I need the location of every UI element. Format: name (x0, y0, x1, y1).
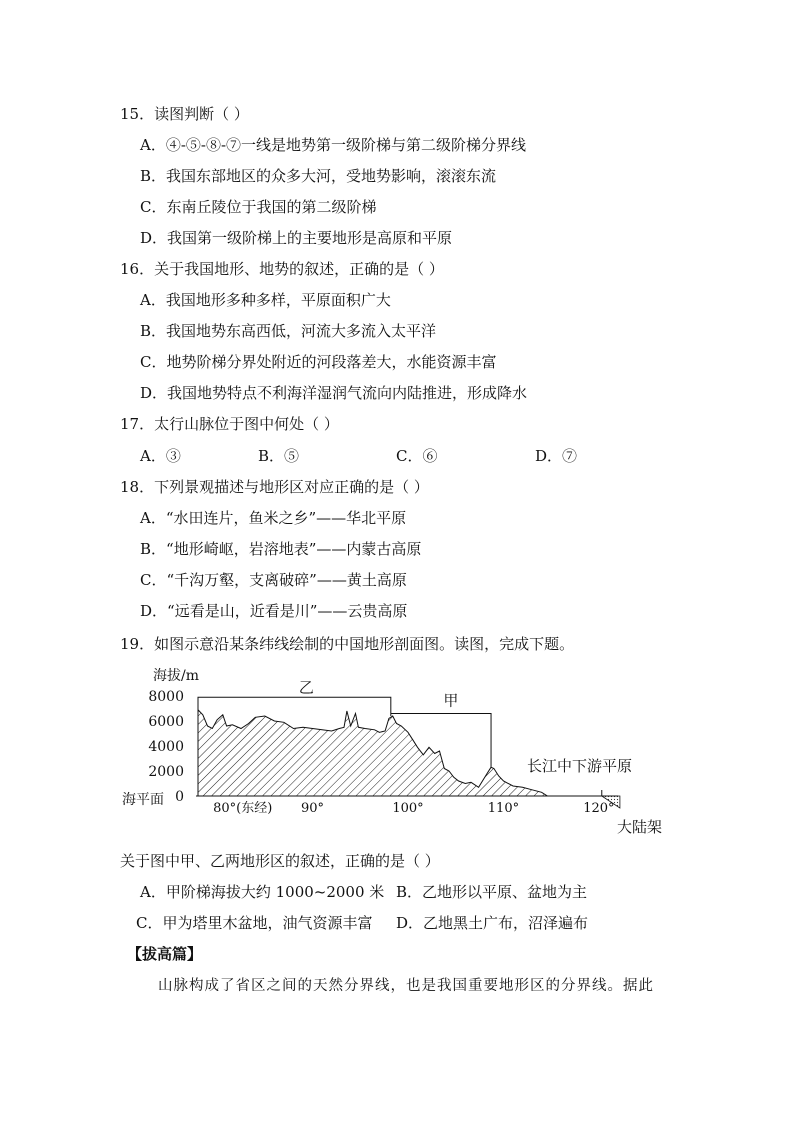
y-tick-label: 0 (175, 789, 184, 805)
profile-area (198, 710, 547, 796)
q17-stem: 17．太行山脉位于图中何处（ ） (120, 415, 339, 433)
q15-stem: 15．读图判断（ ） (120, 105, 249, 123)
q18-option-c: C．“千沟万壑，支离破碎”——黄土高原 (140, 571, 407, 589)
q19-option-c: C．甲为塔里木盆地，油气资源丰富 (136, 914, 373, 932)
y-tick-label: 2000 (148, 764, 184, 780)
sea-level-label: 海平面 (122, 792, 164, 808)
q17-option-b: B．⑤ (258, 447, 300, 465)
region-label-jia: 甲 (443, 691, 459, 710)
q15-option-b: B．我国东部地区的众多大河，受地势影响，滚滚东流 (140, 167, 497, 185)
terrain-profile-chart (118, 660, 678, 840)
region-label-yi: 乙 (298, 678, 314, 697)
q19-option-d: D．乙地黑土广布，沼泽遍布 (396, 914, 589, 932)
y-tick-label: 8000 (148, 689, 184, 705)
x-tick-label: 110° (487, 801, 520, 816)
section-title: 【拔高篇】 (127, 945, 203, 963)
q15-option-c: C．东南丘陵位于我国的第二级阶梯 (140, 198, 377, 216)
q17-options-row (140, 446, 600, 466)
y-tick-label: 6000 (148, 714, 184, 730)
q16-option-c: C．地势阶梯分界处附近的河段落差大，水能资源丰富 (140, 353, 497, 371)
q15-option-d: D．我国第一级阶梯上的主要地形是高原和平原 (140, 229, 453, 247)
annotation-plain: 长江中下游平原 (527, 757, 633, 775)
q17-option-c: C．⑥ (396, 447, 438, 465)
y-tick-label: 4000 (148, 739, 184, 755)
q19-stem: 19．如图示意沿某条纬线绘制的中国地形剖面图。读图，完成下题。 (120, 635, 575, 653)
region-bracket-yi (198, 697, 391, 716)
section-intro: 山脉构成了省区之间的天然分界线，也是我国重要地形区的分界线。据此 (158, 978, 654, 994)
x-tick-label: 80°(东经) (213, 801, 273, 816)
q16-option-a: A．我国地形多种多样，平原面积广大 (140, 291, 391, 309)
q15-option-a: A．④-⑤-⑧-⑦一线是地势第一级阶梯与第二级阶梯分界线 (140, 136, 527, 154)
q18-option-a: A．“水田连片，鱼米之乡”——华北平原 (140, 509, 407, 527)
x-tick-label: 90° (301, 801, 325, 816)
q18-option-b: B．“地形崎岖，岩溶地表”——内蒙古高原 (140, 540, 422, 558)
q18-option-d: D．“远看是山，近看是川”——云贵高原 (140, 602, 408, 620)
q19-sub-stem: 关于图中甲、乙两地形区的叙述，正确的是（ ） (120, 852, 440, 870)
q16-option-d: D．我国地势特点不利海洋湿润气流向内陆推进，形成降水 (140, 384, 528, 402)
annotation-shelf: 大陆架 (617, 818, 663, 836)
x-tick-label: 100° (392, 801, 424, 816)
x-tick-label: 120° (583, 801, 615, 816)
q19-option-a: A．甲阶梯海拔大约 1000~2000 米 (140, 883, 385, 901)
q18-stem: 18．下列景观描述与地形区对应正确的是（ ） (120, 478, 429, 496)
q17-option-d: D．⑦ (535, 447, 578, 465)
q16-stem: 16．关于我国地形、地势的叙述，正确的是（ ） (120, 260, 444, 278)
y-axis-label: 海拔/m (153, 668, 199, 684)
q16-option-b: B．我国地势东高西低，河流大多流入太平洋 (140, 322, 437, 340)
q17-option-a: A．③ (140, 447, 181, 465)
q19-option-b: B．乙地形以平原、盆地为主 (396, 883, 588, 901)
